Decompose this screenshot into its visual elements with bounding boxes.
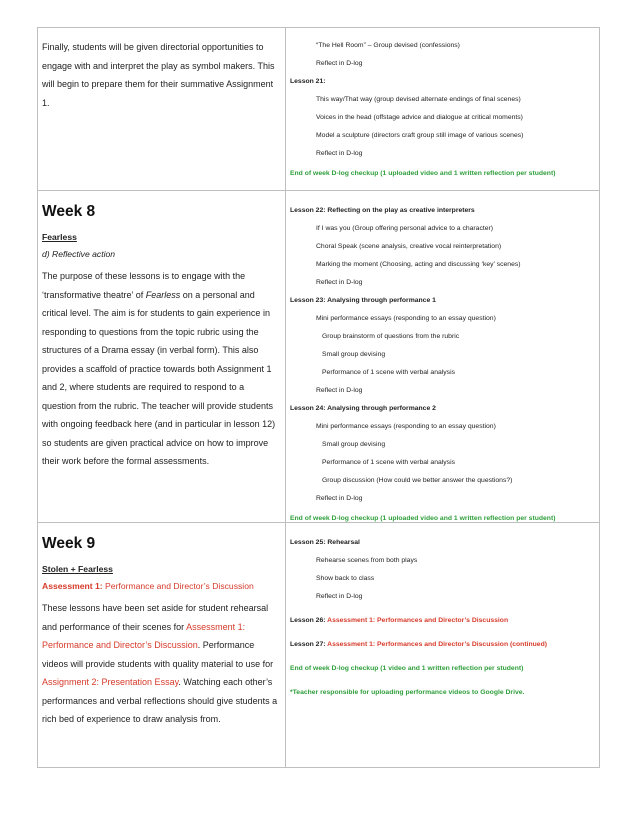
lesson-activity: Small group devising — [322, 441, 386, 448]
assessment-label: Assessment 1: — [42, 581, 103, 591]
lesson-27-assessment: Assessment 1: Performances and Director’s Discussion (continued) — [327, 641, 547, 648]
row1-description: Finally, students will be given directorial opportunities to engage with and interpret the play as symbol makers. This will begin to prepare them for their summative Assignment 1. — [42, 42, 275, 108]
week-9-checkup: End of week D-log checkup (1 video and 1 written reflection per student) — [290, 665, 524, 672]
row3-left-cell — [42, 535, 278, 729]
lesson-activity: Group discussion (How could we better answer the questions?) — [322, 477, 513, 484]
lesson-activity: This way/That way (group devised alternate endings of final scenes) — [316, 96, 521, 103]
week-9-heading: Week 9 — [42, 535, 96, 552]
row3-right-cell — [290, 537, 596, 705]
row-week-7-continued — [38, 28, 599, 191]
assessment-title: Performance and Director’s Discussion — [102, 581, 254, 591]
week-9-play: Stolen + Fearless — [42, 564, 113, 574]
lesson-26-prefix: Lesson 26: — [290, 617, 328, 624]
lesson-activity: “The Hell Room” – Group devised (confessions) — [316, 42, 460, 49]
lesson-activity: Model a sculpture (directors craft group still image of various scenes) — [316, 132, 524, 139]
lesson-plan-table — [37, 27, 600, 768]
row-week-9 — [38, 523, 599, 769]
lesson-activity: Reflect in D-log — [316, 387, 363, 394]
week-8-play: Fearless — [42, 232, 77, 242]
lesson-activity: Marking the moment (Choosing, acting and discussing ‘key’ scenes) — [316, 261, 521, 268]
lesson-activity: Reflect in D-log — [316, 279, 363, 286]
week-9-description-part: . Performance videos will provide students with quality material to use for — [42, 640, 274, 669]
lesson-title: Lesson 21: — [290, 78, 326, 85]
row-week-8 — [38, 191, 599, 523]
teacher-note: *Teacher responsible for uploading performance videos to Google Drive. — [290, 689, 525, 696]
week-8-description-part: The purpose of these lessons is to engage with the ‘transformative theatre’ of — [42, 271, 246, 300]
lesson-activity: Group brainstorm of questions from the rubric — [322, 333, 460, 340]
row1-left-cell — [42, 38, 278, 112]
week-9-assessment — [42, 578, 278, 595]
lesson-25-title: Lesson 25: Rehearsal — [290, 539, 360, 546]
lesson-27-title — [290, 639, 596, 651]
lesson-activity: Mini performance essays (responding to an essay question) — [316, 423, 496, 430]
lesson-activity: Reflect in D-log — [316, 60, 363, 67]
week-9-description-assignment: Assignment 2: Presentation Essay — [42, 677, 179, 687]
lesson-title: Lesson 22: Reflecting on the play as creative interpreters — [290, 207, 475, 214]
lesson-25-item: Reflect in D-log — [316, 593, 363, 600]
week-9-description — [42, 599, 278, 729]
row2-left-cell — [42, 203, 278, 471]
week-9-description-assessment: Assessment 1: Performance and Director’s Discussion — [42, 621, 246, 650]
lesson-26-title — [290, 615, 596, 627]
dlog-checkup: End of week D-log checkup (1 uploaded video and 1 written reflection per student) — [290, 170, 556, 177]
lesson-title: Lesson 23: Analysing through performance 1 — [290, 297, 436, 304]
dlog-checkup: End of week D-log checkup (1 uploaded video and 1 written reflection per student) — [290, 515, 556, 522]
row1-right-cell — [290, 40, 596, 186]
lesson-activity: Small group devising — [322, 351, 386, 358]
lesson-25-item: Rehearse scenes from both plays — [316, 557, 418, 564]
week-8-heading: Week 8 — [42, 203, 96, 220]
lesson-activity: Voices in the head (offstage advice and dialogue at critical moments) — [316, 114, 523, 121]
lesson-activity: Performance of 1 scene with verbal analysis — [322, 369, 455, 376]
lesson-activity: Mini performance essays (responding to an essay question) — [316, 315, 496, 322]
lesson-activity: Choral Speak (scene analysis, creative vocal reinterpretation) — [316, 243, 502, 250]
lesson-activity: Reflect in D-log — [316, 495, 363, 502]
lesson-title: Lesson 24: Analysing through performance 2 — [290, 405, 436, 412]
lesson-activity: Reflect in D-log — [316, 150, 363, 157]
lesson-activity: Performance of 1 scene with verbal analysis — [322, 459, 455, 466]
week-9-description-part: These lessons have been set aside for student rehearsal and performance of their scenes for — [42, 603, 269, 632]
row2-right-cell — [290, 205, 596, 531]
week-9-description-part: . Watching each other’s performances and verbal reflections should give students a rich bed of experience to draw analysis from. — [42, 677, 278, 724]
week-8-description — [42, 267, 278, 471]
week-8-description-part: on a personal and critical level. The aim is for students to gain experience in responding to questions from the topic rubric using the structures of a Drama essay (in verbal form). This also provides a scaffold of practice towards both Assignment 1 and 2, where students are required to respond to a question from the rubric. The teacher will provide students with ongoing feedback here (and in particular in lesson 12) so students are given practical advice on how to improve their work before the formal assessments. — [42, 289, 276, 466]
week-8-focus: d) Reflective action — [42, 249, 116, 259]
week-8-description-play: Fearless — [145, 289, 181, 300]
lesson-27-prefix: Lesson 27: — [290, 641, 328, 648]
lesson-activity: If I was you (Group offering personal advice to a character) — [316, 225, 494, 232]
lesson-25-item: Show back to class — [316, 575, 375, 582]
lesson-26-assessment: Assessment 1: Performances and Director’s Discussion — [327, 617, 509, 624]
